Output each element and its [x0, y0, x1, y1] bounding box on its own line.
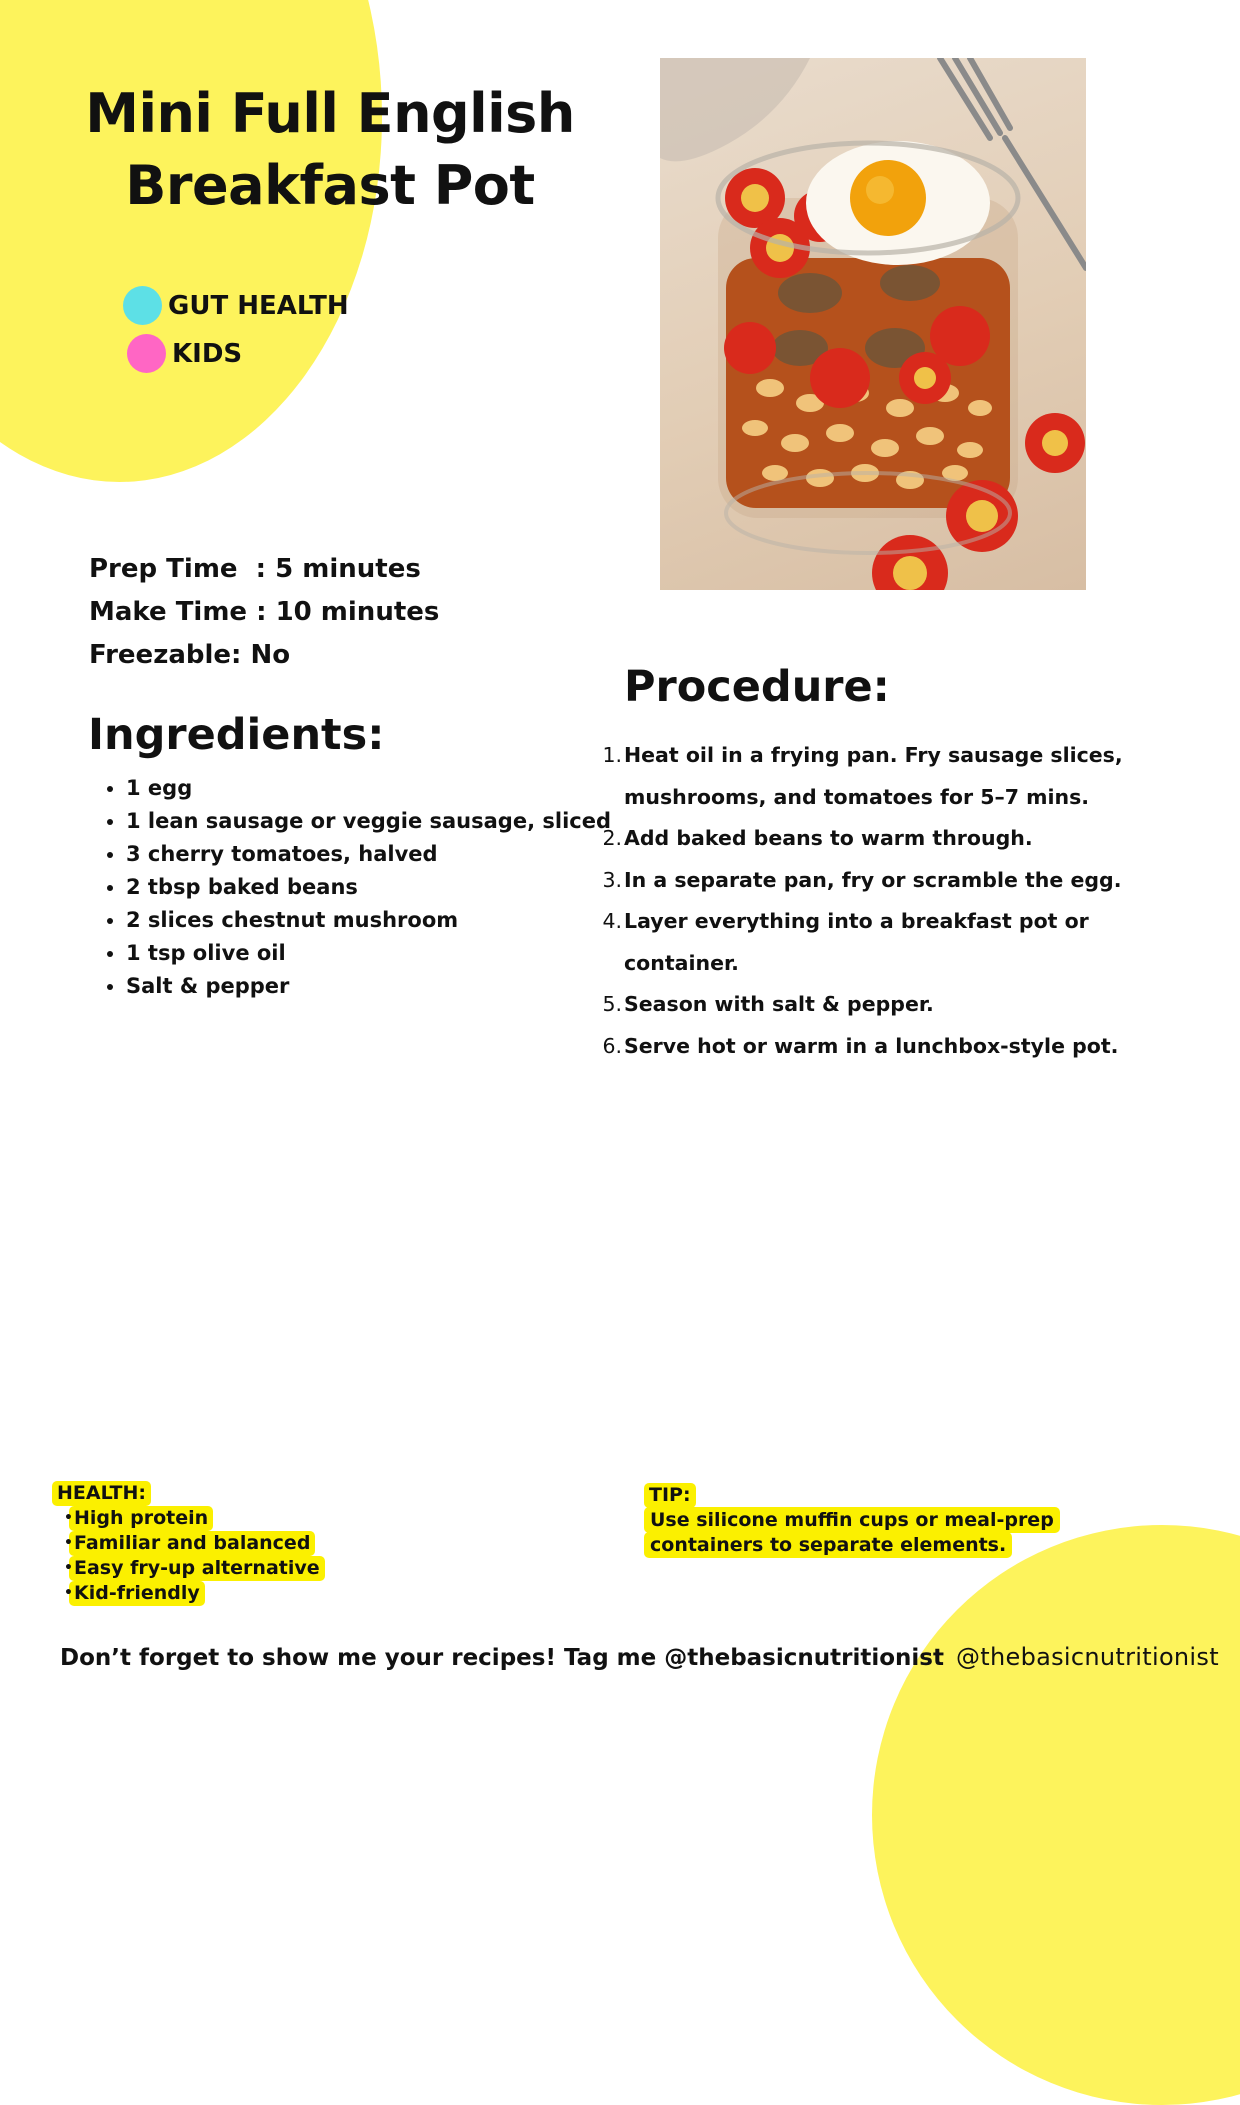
title-line-1: Mini Full English [85, 82, 575, 145]
recipe-info [89, 548, 439, 677]
step-number: 1. [602, 743, 622, 767]
tag-label: KIDS [172, 338, 243, 369]
social-handle: @thebasicnutritionist [956, 1643, 1219, 1671]
procedure-list [602, 735, 1184, 1067]
ingredient-item: • 2 slices chestnut mushroom [126, 904, 611, 937]
step-number: 6. [602, 1033, 622, 1058]
recipe-title [60, 78, 600, 222]
tag-dot-cyan-icon [123, 286, 162, 325]
make-time: Make Time : 10 minutes [89, 597, 440, 627]
step-text: Layer everything into a breakfast pot or container. [624, 909, 1089, 975]
step-text: Serve hot or warm in a lunchbox-style pot. [624, 1033, 1119, 1058]
health-item [52, 1581, 325, 1606]
tag-dot-pink-icon [127, 334, 166, 373]
health-item-text: High protein [69, 1506, 213, 1531]
tip-box [644, 1483, 1164, 1558]
step-text: In a separate pan, fry or scramble the egg. [624, 867, 1122, 892]
title-line-2: Breakfast Pot [125, 154, 535, 217]
tag-gut-health [123, 286, 349, 325]
ingredient-item: • 1 lean sausage or veggie sausage, sliced [126, 805, 611, 838]
step-text: Add baked beans to warm through. [624, 826, 1033, 850]
step-text: Heat oil in a frying pan. Fry sausage slices, mushrooms, and tomatoes for 5–7 mins. [624, 743, 1123, 809]
recipe-photo [660, 58, 1086, 590]
ingredient-item: • Salt & pepper [126, 970, 611, 1003]
procedure-step [602, 860, 1184, 902]
freezable: Freezable: No [89, 640, 291, 670]
tip-text: Use silicone muffin cups or meal-prep containers to separate elements. [644, 1507, 1060, 1558]
step-number: 3. [602, 867, 622, 892]
procedure-step [602, 901, 1184, 984]
ingredient-item: • 3 cherry tomatoes, halved [126, 838, 611, 871]
step-text: Season with salt & pepper. [624, 992, 934, 1016]
health-item-text: Familiar and balanced [69, 1531, 315, 1556]
health-item-text: Kid-friendly [69, 1581, 205, 1606]
health-item [52, 1556, 325, 1581]
health-heading: HEALTH: [52, 1481, 151, 1506]
ingredient-item: • 1 egg [126, 772, 611, 805]
health-item-text: Easy fry-up alternative [69, 1556, 325, 1581]
ingredient-item: • 2 tbsp baked beans [126, 871, 611, 904]
decor-circle-top-left [0, 0, 382, 482]
procedure-step [602, 984, 1184, 1026]
ingredient-item: • 1 tsp olive oil [126, 937, 611, 970]
health-item [52, 1506, 325, 1531]
step-number: 2. [602, 826, 622, 850]
procedure-step [602, 735, 1184, 818]
step-number: 4. [602, 909, 622, 933]
decor-circle-bottom-right [872, 1525, 1240, 2105]
tip-heading: TIP: [644, 1483, 696, 1508]
prep-time: Prep Time : 5 minutes [89, 554, 421, 584]
tag-kids [127, 334, 242, 373]
tag-label: GUT HEALTH [168, 290, 349, 321]
ingredients-list [88, 772, 611, 1003]
health-box [52, 1481, 325, 1606]
procedure-heading: Procedure: [624, 662, 890, 712]
procedure-step [602, 1026, 1184, 1068]
health-item [52, 1531, 325, 1556]
health-list [52, 1506, 325, 1606]
footer-call-to-action: Don’t forget to show me your recipes! Tag me @thebasicnutritionist [60, 1645, 944, 1671]
ingredients-heading: Ingredients: [88, 710, 385, 760]
procedure-step [602, 818, 1184, 860]
step-number: 5. [602, 992, 622, 1016]
